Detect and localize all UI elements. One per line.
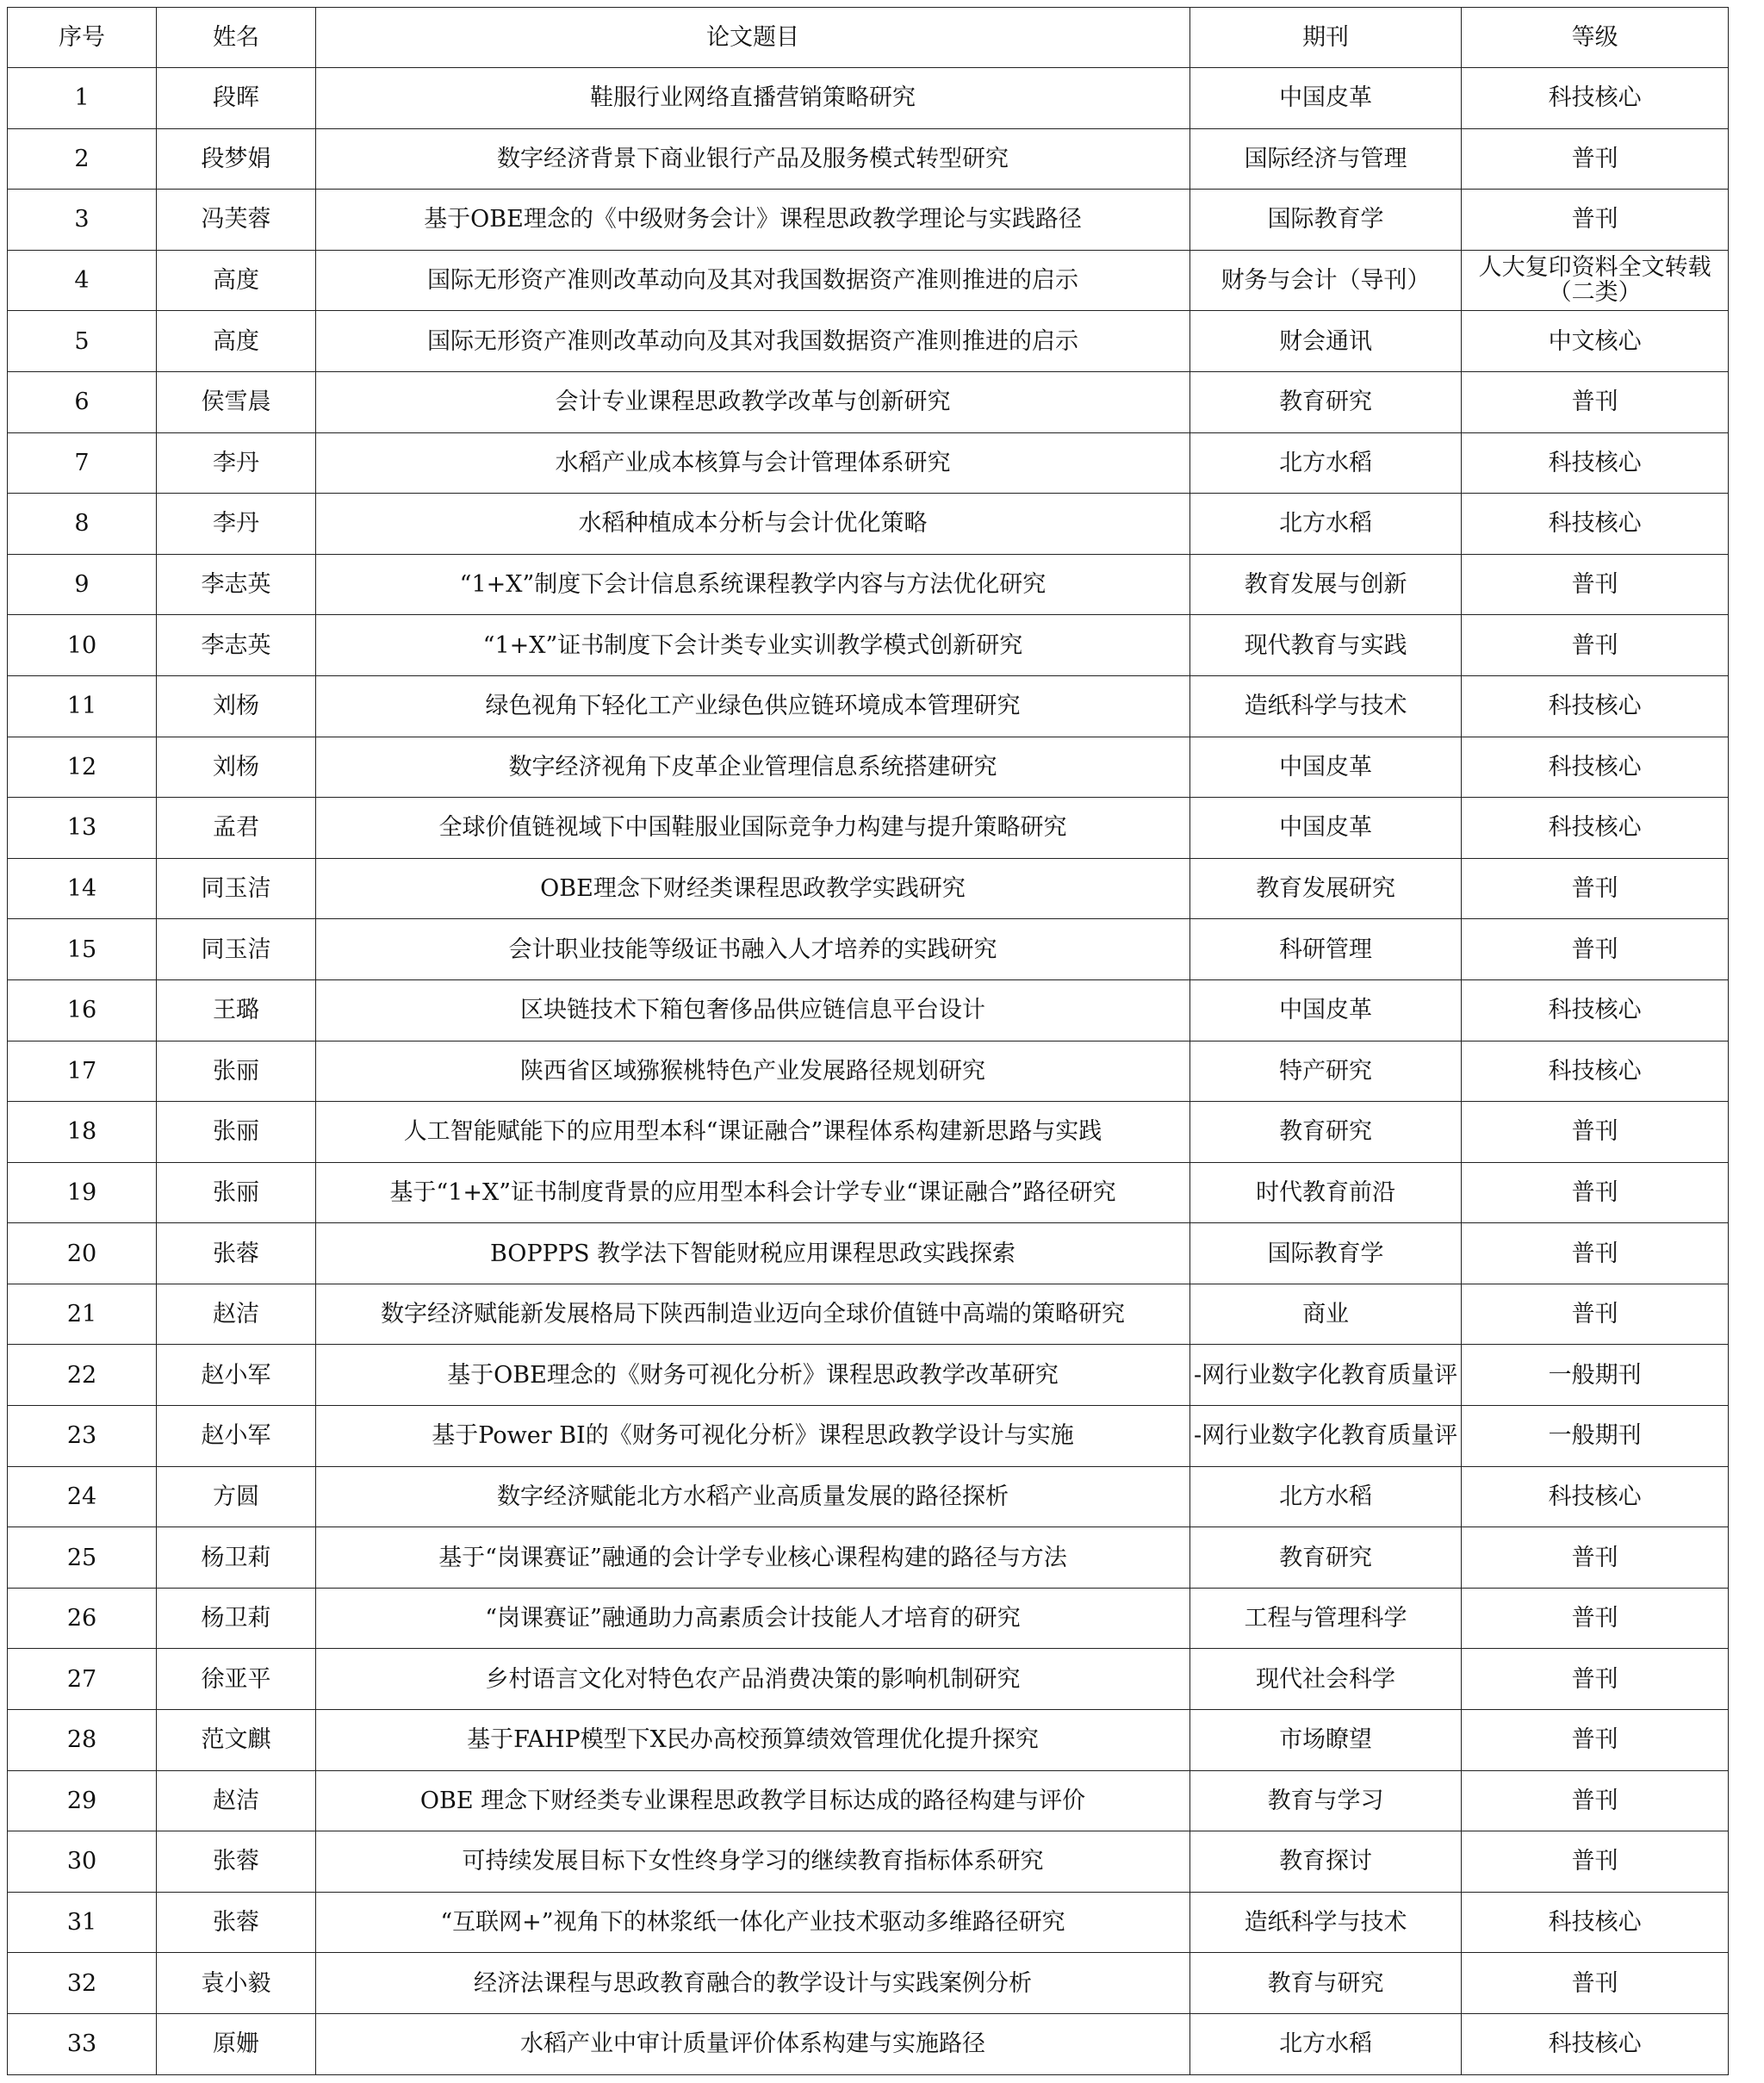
cell-journal: 现代社会科学 [1190,1649,1462,1710]
cell-title: 数字经济赋能北方水稻产业高质量发展的路径探析 [316,1466,1190,1527]
header-name: 姓名 [157,8,316,68]
header-index: 序号 [8,8,157,68]
cell-journal: 国际教育学 [1190,190,1462,251]
cell-title: 数字经济背景下商业银行产品及服务模式转型研究 [316,128,1190,190]
table-row [8,311,1729,372]
cell-level: 科技核心 [1462,68,1729,129]
cell-index: 31 [8,1892,157,1953]
cell-title: 绿色视角下轻化工产业绿色供应链环境成本管理研究 [316,675,1190,737]
cell-level: 科技核心 [1462,737,1729,798]
cell-level: 普刊 [1462,919,1729,980]
cell-index: 3 [8,190,157,251]
cell-title: 基于Power BI的《财务可视化分析》课程思政教学设计与实施 [316,1406,1190,1467]
cell-index: 15 [8,919,157,980]
cell-name: 张丽 [157,1041,316,1102]
table-row [8,675,1729,737]
cell-index: 10 [8,615,157,676]
cell-journal: 造纸科学与技术 [1190,675,1462,737]
cell-level: 普刊 [1462,1649,1729,1710]
cell-index: 5 [8,311,157,372]
cell-title: 全球价值链视域下中国鞋服业国际竞争力构建与提升策略研究 [316,798,1190,859]
cell-name: 原姗 [157,2014,316,2075]
cell-name: 袁小毅 [157,1953,316,2014]
cell-index: 27 [8,1649,157,1710]
cell-level: 科技核心 [1462,1892,1729,1953]
table-row [8,1710,1729,1771]
cell-level: 人大复印资料全文转载（二类） [1462,250,1729,311]
cell-journal: 教育研究 [1190,1527,1462,1589]
cell-title: 水稻种植成本分析与会计优化策略 [316,494,1190,555]
cell-name: 李丹 [157,432,316,494]
cell-journal: 中国皮革 [1190,68,1462,129]
table-row [8,858,1729,919]
table-row [8,371,1729,432]
cell-title: 陕西省区域猕猴桃特色产业发展路径规划研究 [316,1041,1190,1102]
cell-name: 张蓉 [157,1831,316,1893]
cell-journal: 北方水稻 [1190,1466,1462,1527]
cell-journal: 国际经济与管理 [1190,128,1462,190]
table-row [8,1102,1729,1163]
cell-title: 基于OBE理念的《中级财务会计》课程思政教学理论与实践路径 [316,190,1190,251]
cell-level: 普刊 [1462,1223,1729,1284]
cell-title: BOPPPS 教学法下智能财税应用课程思政实践探索 [316,1223,1190,1284]
cell-title: 基于“岗课赛证”融通的会计学专业核心课程构建的路径与方法 [316,1527,1190,1589]
table-row [8,128,1729,190]
cell-index: 21 [8,1284,157,1345]
cell-name: 赵洁 [157,1770,316,1831]
cell-journal: 中国皮革 [1190,737,1462,798]
cell-level: 一般期刊 [1462,1406,1729,1467]
cell-name: 杨卫莉 [157,1588,316,1649]
cell-journal: 现代教育与实践 [1190,615,1462,676]
cell-level: 科技核心 [1462,1041,1729,1102]
table-row [8,737,1729,798]
cell-index: 17 [8,1041,157,1102]
cell-journal: 财务与会计（导刊） [1190,250,1462,311]
table-row [8,1284,1729,1345]
cell-journal: 教育发展与创新 [1190,554,1462,615]
cell-level: 普刊 [1462,554,1729,615]
cell-name: 赵小军 [157,1406,316,1467]
cell-level: 科技核心 [1462,675,1729,737]
cell-name: 段晖 [157,68,316,129]
cell-name: 侯雪晨 [157,371,316,432]
cell-name: 段梦娟 [157,128,316,190]
cell-name: 同玉洁 [157,858,316,919]
table-body [8,68,1729,2075]
cell-level: 普刊 [1462,1102,1729,1163]
table-row [8,1041,1729,1102]
cell-title: 水稻产业中审计质量评价体系构建与实施路径 [316,2014,1190,2075]
cell-index: 1 [8,68,157,129]
table-row [8,1649,1729,1710]
table-row [8,1588,1729,1649]
cell-index: 11 [8,675,157,737]
cell-index: 33 [8,2014,157,2075]
table-row [8,190,1729,251]
cell-index: 24 [8,1466,157,1527]
cell-title: 会计专业课程思政教学改革与创新研究 [316,371,1190,432]
table-row [8,1406,1729,1467]
table-row [8,250,1729,311]
cell-index: 12 [8,737,157,798]
cell-level: 普刊 [1462,615,1729,676]
cell-level: 普刊 [1462,1953,1729,2014]
cell-journal: 教育与学习 [1190,1770,1462,1831]
cell-index: 20 [8,1223,157,1284]
cell-index: 14 [8,858,157,919]
cell-index: 30 [8,1831,157,1893]
cell-index: 26 [8,1588,157,1649]
table-row [8,1770,1729,1831]
cell-name: 方圆 [157,1466,316,1527]
cell-title: “岗课赛证”融通助力高素质会计技能人才培育的研究 [316,1588,1190,1649]
cell-journal: 财会通讯 [1190,311,1462,372]
cell-title: “互联网+”视角下的林浆纸一体化产业技术驱动多维路径研究 [316,1892,1190,1953]
cell-index: 29 [8,1770,157,1831]
cell-title: 基于FAHP模型下X民办高校预算绩效管理优化提升探究 [316,1710,1190,1771]
table-row [8,554,1729,615]
table-row [8,919,1729,980]
cell-name: 李志英 [157,615,316,676]
cell-journal: 教育与研究 [1190,1953,1462,2014]
cell-title: “1+X”制度下会计信息系统课程教学内容与方法优化研究 [316,554,1190,615]
cell-journal: 教育发展研究 [1190,858,1462,919]
cell-level: 科技核心 [1462,2014,1729,2075]
cell-title: 会计职业技能等级证书融入人才培养的实践研究 [316,919,1190,980]
cell-name: 张蓉 [157,1892,316,1953]
cell-name: 李丹 [157,494,316,555]
cell-index: 19 [8,1162,157,1223]
cell-level: 科技核心 [1462,432,1729,494]
cell-title: 区块链技术下箱包奢侈品供应链信息平台设计 [316,979,1190,1041]
header-level: 等级 [1462,8,1729,68]
table-row [8,494,1729,555]
cell-name: 张蓉 [157,1223,316,1284]
cell-journal: 北方水稻 [1190,432,1462,494]
header-row [8,8,1729,68]
cell-level: 普刊 [1462,1831,1729,1893]
cell-level: 普刊 [1462,1284,1729,1345]
cell-level: 普刊 [1462,1710,1729,1771]
cell-index: 4 [8,250,157,311]
cell-title: 乡村语言文化对特色农产品消费决策的影响机制研究 [316,1649,1190,1710]
cell-journal: 特产研究 [1190,1041,1462,1102]
cell-level: 科技核心 [1462,979,1729,1041]
table-row [8,1831,1729,1893]
table-row [8,432,1729,494]
cell-title: 水稻产业成本核算与会计管理体系研究 [316,432,1190,494]
cell-journal: 北方水稻 [1190,2014,1462,2075]
cell-journal: 教育研究 [1190,1102,1462,1163]
cell-journal: 中国皮革 [1190,979,1462,1041]
cell-name: 高度 [157,250,316,311]
table-row [8,979,1729,1041]
cell-index: 32 [8,1953,157,2014]
cell-level: 普刊 [1462,190,1729,251]
cell-journal: 国际教育学 [1190,1223,1462,1284]
cell-index: 2 [8,128,157,190]
cell-journal: 工程与管理科学 [1190,1588,1462,1649]
table-row [8,68,1729,129]
cell-name: 王璐 [157,979,316,1041]
cell-journal: 时代教育前沿 [1190,1162,1462,1223]
cell-index: 16 [8,979,157,1041]
cell-title: 数字经济赋能新发展格局下陕西制造业迈向全球价值链中高端的策略研究 [316,1284,1190,1345]
table-row [8,1527,1729,1589]
cell-name: 孟君 [157,798,316,859]
cell-index: 13 [8,798,157,859]
cell-title: OBE理念下财经类课程思政教学实践研究 [316,858,1190,919]
table-row [8,1953,1729,2014]
cell-name: 赵洁 [157,1284,316,1345]
cell-index: 28 [8,1710,157,1771]
cell-name: 张丽 [157,1102,316,1163]
cell-level: 中文核心 [1462,311,1729,372]
table-row [8,1223,1729,1284]
cell-journal: 中国皮革 [1190,798,1462,859]
cell-index: 8 [8,494,157,555]
cell-level: 一般期刊 [1462,1345,1729,1406]
cell-name: 刘杨 [157,675,316,737]
cell-name: 冯芙蓉 [157,190,316,251]
cell-title: OBE 理念下财经类专业课程思政教学目标达成的路径构建与评价 [316,1770,1190,1831]
cell-title: “1+X”证书制度下会计类专业实训教学模式创新研究 [316,615,1190,676]
cell-title: 经济法课程与思政教育融合的教学设计与实践案例分析 [316,1953,1190,2014]
cell-journal: 北方水稻 [1190,494,1462,555]
header-title: 论文题目 [316,8,1190,68]
cell-title: 国际无形资产准则改革动向及其对我国数据资产准则推进的启示 [316,311,1190,372]
cell-level: 普刊 [1462,1588,1729,1649]
cell-title: 国际无形资产准则改革动向及其对我国数据资产准则推进的启示 [316,250,1190,311]
cell-title: 基于OBE理念的《财务可视化分析》课程思政教学改革研究 [316,1345,1190,1406]
cell-journal: 造纸科学与技术 [1190,1892,1462,1953]
cell-level: 科技核心 [1462,494,1729,555]
cell-journal: 商业 [1190,1284,1462,1345]
cell-name: 同玉洁 [157,919,316,980]
cell-index: 25 [8,1527,157,1589]
cell-level: 科技核心 [1462,798,1729,859]
table-row [8,2014,1729,2075]
cell-index: 22 [8,1345,157,1406]
cell-name: 高度 [157,311,316,372]
cell-title: 数字经济视角下皮革企业管理信息系统搭建研究 [316,737,1190,798]
cell-index: 6 [8,371,157,432]
table-row [8,615,1729,676]
table-row [8,1466,1729,1527]
cell-level: 普刊 [1462,858,1729,919]
cell-title: 可持续发展目标下女性终身学习的继续教育指标体系研究 [316,1831,1190,1893]
cell-name: 徐亚平 [157,1649,316,1710]
table-row [8,798,1729,859]
cell-journal: -网行业数字化教育质量评 [1190,1345,1462,1406]
cell-name: 范文麒 [157,1710,316,1771]
cell-level: 科技核心 [1462,1466,1729,1527]
cell-index: 23 [8,1406,157,1467]
cell-name: 李志英 [157,554,316,615]
cell-level: 普刊 [1462,371,1729,432]
cell-level: 普刊 [1462,1770,1729,1831]
cell-journal: 市场瞭望 [1190,1710,1462,1771]
cell-level: 普刊 [1462,1162,1729,1223]
paper-list-document [7,7,1729,2075]
cell-index: 18 [8,1102,157,1163]
cell-name: 刘杨 [157,737,316,798]
cell-name: 张丽 [157,1162,316,1223]
cell-level: 普刊 [1462,128,1729,190]
cell-journal: 教育研究 [1190,371,1462,432]
table-row [8,1345,1729,1406]
table-row [8,1162,1729,1223]
cell-journal: 教育探讨 [1190,1831,1462,1893]
cell-index: 7 [8,432,157,494]
table-row [8,1892,1729,1953]
cell-title: 鞋服行业网络直播营销策略研究 [316,68,1190,129]
cell-name: 赵小军 [157,1345,316,1406]
header-journal: 期刊 [1190,8,1462,68]
cell-title: 基于“1+X”证书制度背景的应用型本科会计学专业“课证融合”路径研究 [316,1162,1190,1223]
cell-name: 杨卫莉 [157,1527,316,1589]
paper-table [7,7,1729,2075]
cell-level: 普刊 [1462,1527,1729,1589]
cell-journal: 科研管理 [1190,919,1462,980]
cell-journal: -网行业数字化教育质量评 [1190,1406,1462,1467]
cell-index: 9 [8,554,157,615]
cell-title: 人工智能赋能下的应用型本科“课证融合”课程体系构建新思路与实践 [316,1102,1190,1163]
